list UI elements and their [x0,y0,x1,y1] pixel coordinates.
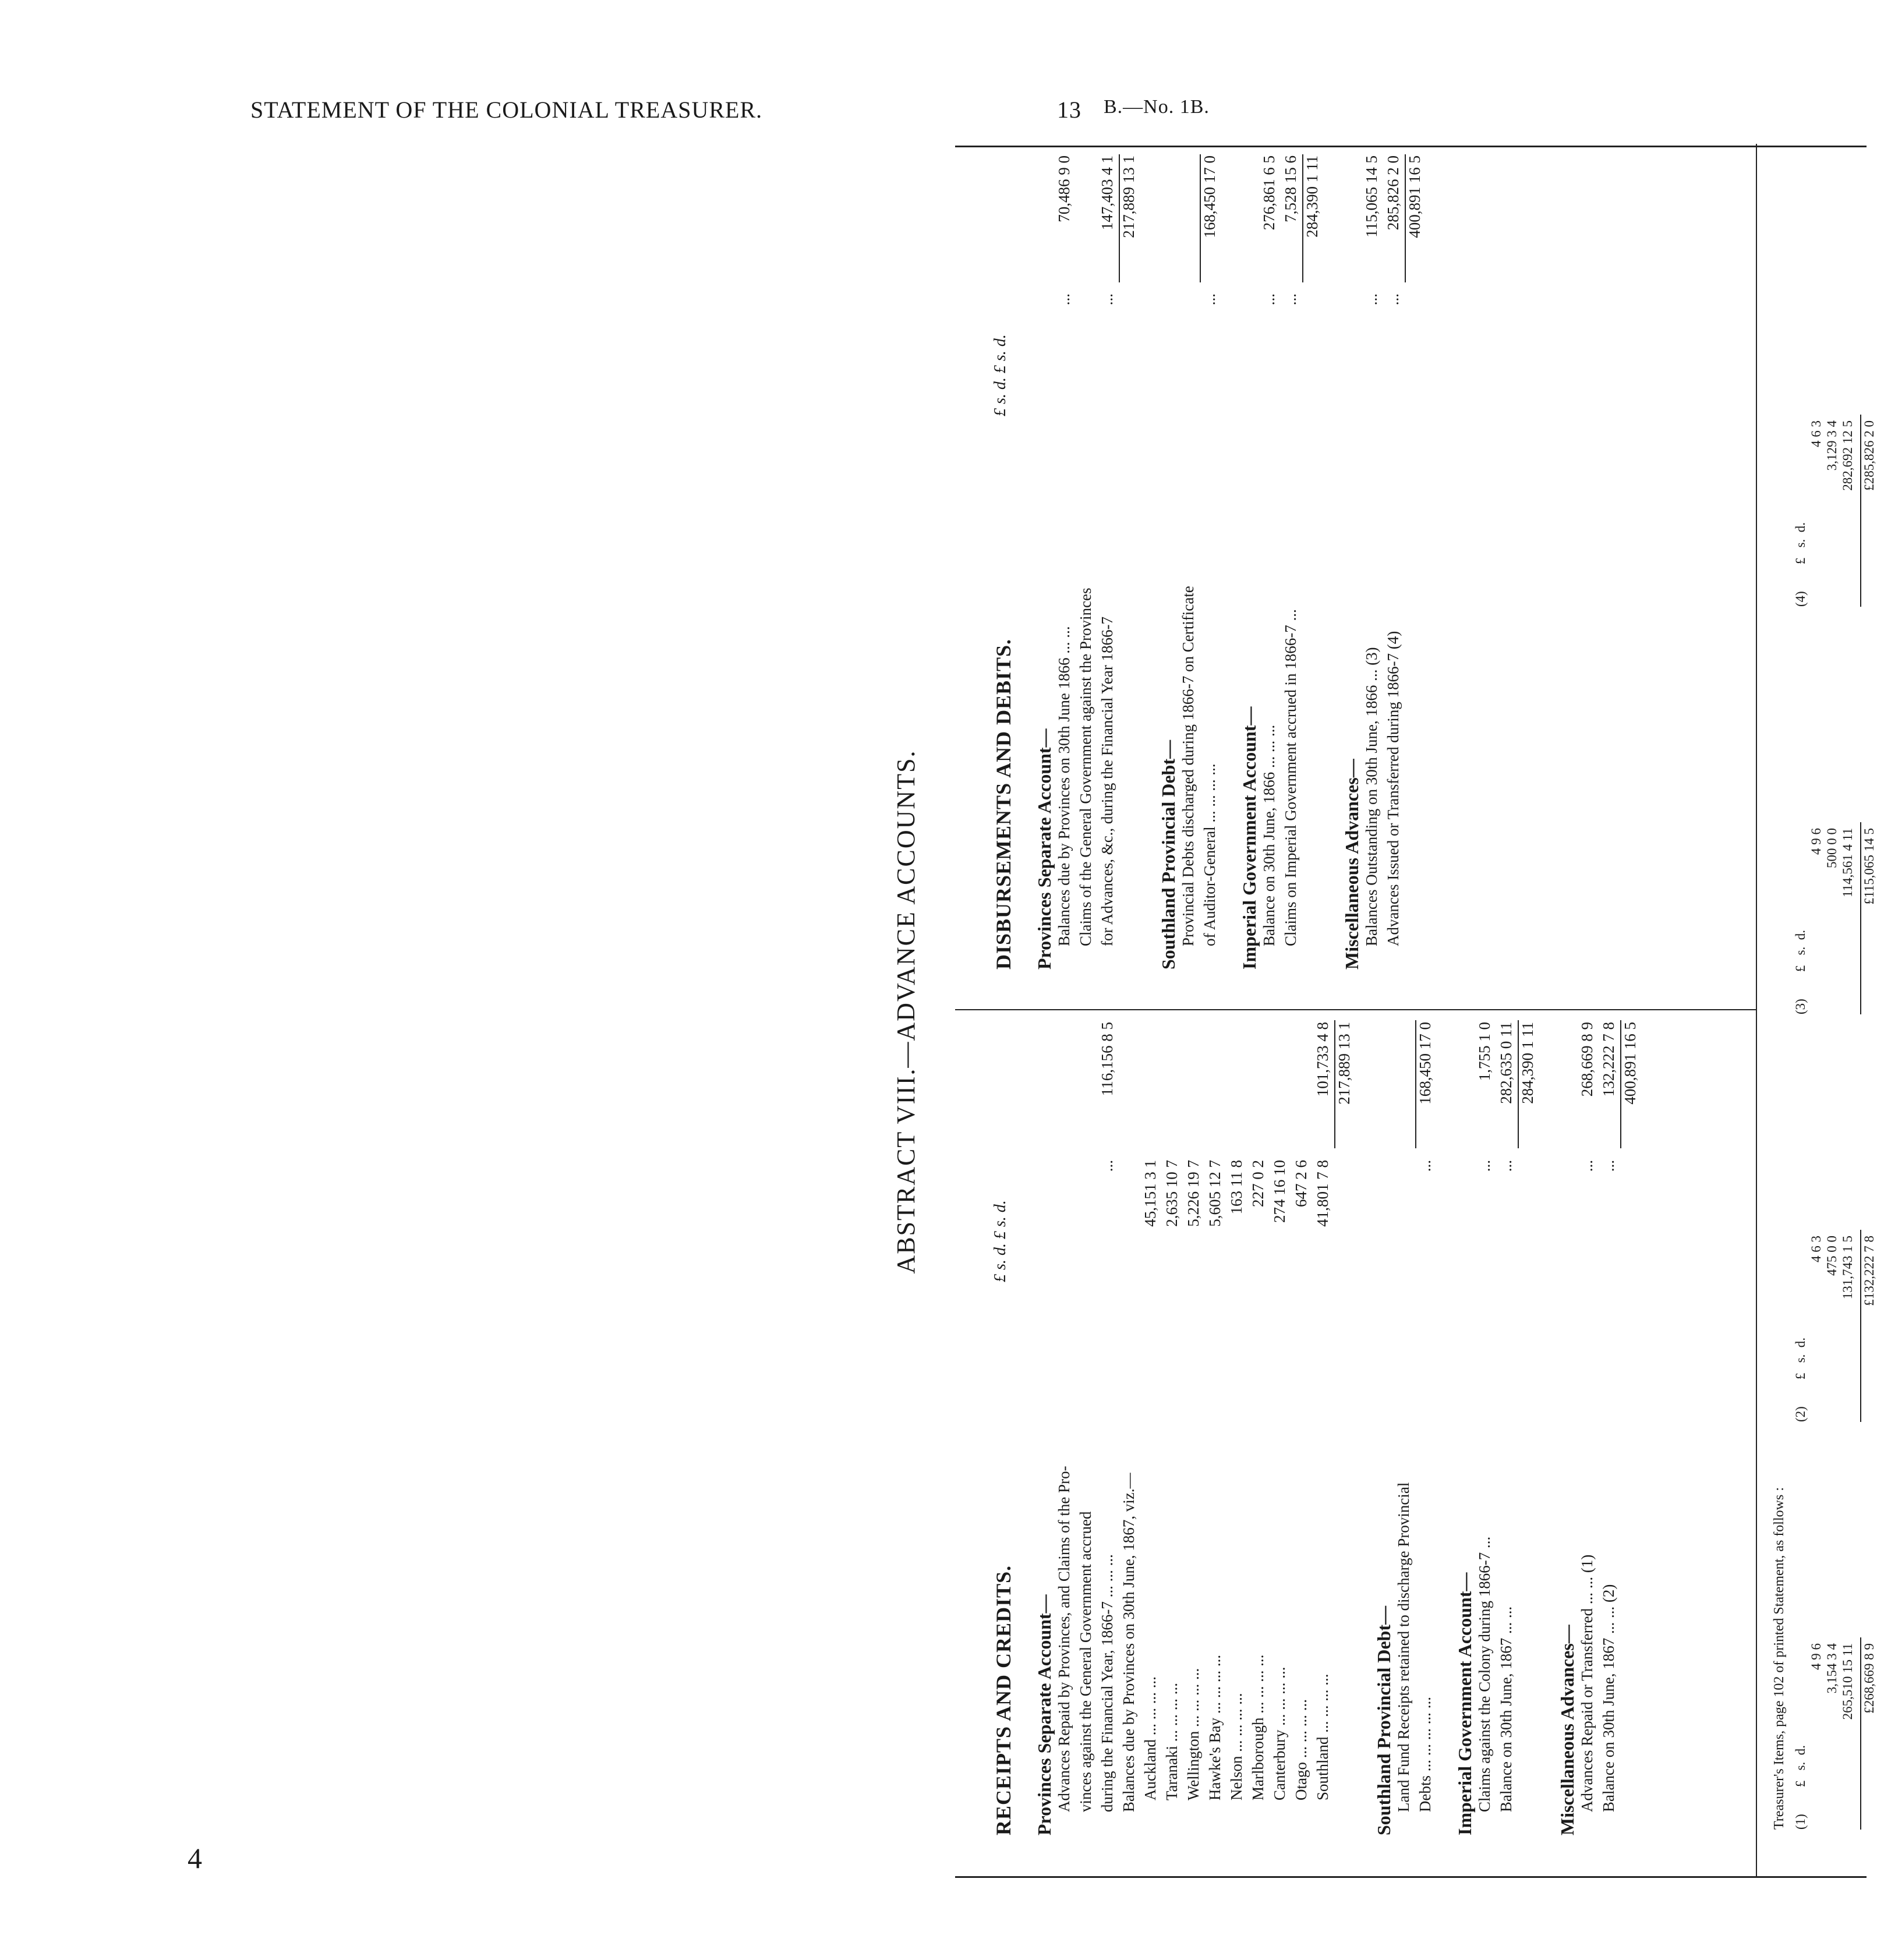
disbursements-row-amount: 168,450 17 0 [1201,155,1218,238]
receipts-row [1120,1010,1137,1876]
receipts-row [1335,1010,1353,1876]
disbursements-row-label: Claims on Imperial Government accrued in 1866-7 ... [1282,609,1299,946]
note-group-header: (4) £ s. d. [1793,522,1808,607]
disbursements-row [1341,144,1362,1010]
disbursements-row [1120,144,1137,1010]
receipts-row-amount: 132,222 7 8 [1600,1022,1617,1097]
receipts-row-subamount: 5,605 12 7 [1206,1160,1224,1227]
disbursements-row-label: Balance on 30th June, 1866 ... ... ... [1260,724,1278,946]
disbursements-section-heading: Miscellaneous Advances— [1341,759,1362,970]
rotated-abstract [892,146,1876,1878]
receipts-row-label: Land Fund Receipts retained to discharge Provincial [1395,1482,1412,1812]
disbursements-row [1363,144,1380,1010]
receipts-row-amount: 217,889 13 1 [1335,1022,1353,1105]
receipts-row [1249,1010,1267,1876]
note-total: £115,065 14 5 [1860,822,1877,1014]
disbursements-row [1384,144,1402,1010]
disbursements-row-amount: 147,403 4 1 [1098,155,1116,231]
receipts-row [1395,1010,1412,1876]
disbursements-row-label: for Advances, &c., during the Financial Year 1866-7 [1098,616,1116,946]
receipts-row-label: during the Financial Year, 1866-7 ... ... ... [1098,1554,1116,1812]
disbursements-panel [955,144,1756,1010]
disbursements-row [1077,144,1094,1010]
receipts-row-label: Balances due by Provinces on 30th June, 1867, viz.— [1120,1473,1137,1812]
receipts-section-heading: Southland Provincial Debt— [1373,1605,1394,1835]
disbursements-row-label: Claims of the General Government against the Provinces [1077,588,1094,946]
receipts-row-subamount: 41,801 7 8 [1314,1160,1331,1227]
receipts-section-heading: Miscellaneous Advances— [1557,1625,1578,1835]
note-group-header: (3) £ s. d. [1793,929,1808,1014]
disbursements-row [1239,144,1260,1010]
receipts-row [1578,1010,1596,1876]
disbursements-row-subamount: ... [1260,293,1278,306]
note-line: 114,561 4 11 [1840,828,1855,898]
receipts-row-label: Advances Repaid or Transferred ... ... (1) [1578,1554,1596,1812]
receipts-row-subamount: ... [1098,1160,1116,1172]
receipts-row [1141,1010,1159,1876]
page-number: 13 [1057,97,1081,123]
disbursements-row-amount: 70,486 9 0 [1055,155,1073,222]
receipts-row-amount: 400,891 16 5 [1621,1022,1639,1105]
note-line: 475 0 0 [1825,1236,1839,1276]
disbursements-row-amount: 217,889 13 1 [1120,155,1137,238]
receipts-row-label: Wellington ... ... ... ... [1185,1668,1202,1800]
receipts-row-subamount: 45,151 3 1 [1141,1160,1159,1227]
receipts-row [1292,1010,1310,1876]
disbursements-section-heading: Provinces Separate Account— [1034,728,1055,970]
disbursements-row [1179,144,1197,1010]
receipts-row-subamount: 647 2 6 [1292,1160,1310,1207]
note-line: 265,510 15 11 [1840,1643,1855,1720]
receipts-row [1098,1010,1116,1876]
disbursements-row-label: Balances Outstanding on 30th June, 1866 ... (3) [1363,647,1380,946]
receipts-row-subamount: 274 16 10 [1271,1160,1288,1223]
page-header-title: STATEMENT OF THE COLONIAL TREASURER. [250,97,763,123]
receipts-row-subamount: ... [1578,1160,1596,1172]
receipts-row-amount: 168,450 17 0 [1416,1022,1434,1105]
disbursements-section-heading: Imperial Government Account— [1239,706,1260,970]
disbursements-row [1282,144,1299,1010]
receipts-row-amount: 268,669 8 9 [1578,1022,1596,1097]
receipts-row [1055,1010,1073,1876]
receipts-row-label: Otago ... ... ... ... [1292,1699,1310,1800]
receipts-row-label: Nelson ... ... ... ... [1228,1693,1245,1800]
receipts-row [1163,1010,1180,1876]
disbursements-row-amount: 400,891 16 5 [1406,155,1423,238]
receipts-row-subamount: ... [1476,1160,1493,1172]
receipts-row [1454,1010,1475,1876]
receipts-row-amount: 116,156 8 5 [1098,1022,1116,1096]
receipts-row-amount: 282,635 0 11 [1497,1022,1515,1104]
receipts-row-label: Claims against the Colony during 1866-7 ... [1476,1536,1493,1812]
receipts-row [1497,1010,1515,1876]
disbursements-title: DISBURSEMENTS AND DEBITS. [992,638,1015,970]
receipts-row-label: Canterbury ... ... ... ... [1271,1667,1288,1800]
receipts-row [1228,1010,1245,1876]
disbursements-row-label: Provincial Debts discharged during 1866-7 on Certificate [1179,586,1197,946]
abstract-title: ABSTRACT VIII.—ADVANCE ACCOUNTS. [892,749,920,1274]
note-group-header: (1) £ s. d. [1793,1745,1808,1830]
note-group [1793,415,1877,607]
note-line: 131,743 1 5 [1840,1236,1855,1300]
disbursements-row-amount: 7,528 15 6 [1282,155,1299,222]
note-line: 4 9 6 [1809,828,1823,855]
receipts-row-subamount: 163 11 8 [1228,1160,1245,1215]
receipts-row [1519,1010,1536,1876]
receipts-row [1271,1010,1288,1876]
receipts-row-label: Taranaki ... ... ... ... [1163,1682,1180,1800]
note-line: 500 0 0 [1825,828,1839,868]
receipts-row-label: vinces against the General Government accrued [1077,1511,1094,1812]
receipts-row-label: Marlborough ... ... ... ... [1249,1654,1267,1800]
disbursements-row-label: Balances due by Provinces on 30th June 1866 ... ... [1055,626,1073,946]
receipts-column-header: £ s. d. £ s. d. [991,1200,1009,1282]
receipts-row-subamount: 2,635 10 7 [1163,1160,1180,1227]
note-line: 4 6 3 [1809,1236,1823,1262]
disbursements-row [1034,144,1055,1010]
advance-accounts-ledger [955,146,1876,1878]
disbursements-row-amount: 276,861 6 5 [1260,155,1278,231]
receipts-section-heading: Imperial Government Account— [1454,1572,1475,1835]
disbursements-row-subamount: ... [1282,293,1299,306]
disbursements-row-subamount: ... [1384,293,1402,306]
receipts-row [1621,1010,1639,1876]
note-group [1793,1637,1877,1830]
receipts-row [1557,1010,1578,1876]
disbursements-row-label: Advances Issued or Transferred during 1866-7 (4) [1384,631,1402,946]
disbursements-row-subamount: ... [1098,293,1116,306]
note-line: 4 6 3 [1809,420,1823,447]
disbursements-row [1303,144,1321,1010]
disbursements-row [1201,144,1218,1010]
receipts-row-subamount: ... [1416,1160,1434,1172]
disbursements-row [1406,144,1423,1010]
note-line: 3,129 3 4 [1825,420,1839,471]
receipts-row [1373,1010,1394,1876]
note-group [1793,1230,1877,1422]
disbursements-row-subamount: ... [1201,293,1218,306]
receipts-row-label: Balance on 30th June, 1867 ... ... (2) [1600,1584,1617,1812]
ledger-bottom-rule [1756,144,1757,1876]
receipts-row-amount: 101,733 4 8 [1314,1022,1331,1097]
disbursements-row-amount: 284,390 1 11 [1303,155,1321,238]
receipts-title: RECEIPTS AND CREDITS. [992,1565,1015,1835]
receipts-row-label: Auckland ... ... ... ... [1141,1676,1159,1800]
receipts-row-label: Balance on 30th June, 1867 ... ... [1497,1606,1515,1812]
receipts-section-heading: Provinces Separate Account— [1034,1594,1055,1835]
receipts-row [1206,1010,1224,1876]
disbursements-row-subamount: ... [1055,293,1073,306]
disbursements-row-subamount: ... [1363,293,1380,306]
receipts-row [1416,1010,1434,1876]
note-group [1793,822,1877,1014]
receipts-row-label: Debts ... ... ... ... ... [1416,1697,1434,1812]
receipts-panel [955,1010,1756,1876]
document-reference: B.—No. 1B. [1104,96,1210,118]
receipts-row-amount: 1,755 1 0 [1476,1022,1493,1081]
disbursements-row-label: of Auditor-General ... ... ... ... [1201,763,1218,946]
notes-title: Treasurer's Items, page 102 of printed Statement, as follows : [1772,1487,1787,1830]
disbursements-row [1098,144,1116,1010]
receipts-row [1034,1010,1055,1876]
receipts-row-label: Southland ... ... ... ... [1314,1674,1331,1800]
note-total: £132,222 7 8 [1860,1230,1877,1422]
disbursements-row-amount: 285,826 2 0 [1384,155,1402,231]
disbursements-row-amount: 115,065 14 5 [1363,155,1380,238]
note-total: £285,826 2 0 [1860,415,1877,607]
note-group-header: (2) £ s. d. [1793,1337,1808,1422]
receipts-row-label: Hawke's Bay ... ... ... ... [1206,1654,1224,1800]
disbursements-row [1260,144,1278,1010]
receipts-row-subamount: ... [1497,1160,1515,1172]
receipts-row-subamount: ... [1600,1160,1617,1172]
receipts-row-label: Advances Repaid by Provinces, and Claims of the Pro- [1055,1466,1073,1812]
receipts-row [1314,1010,1331,1876]
receipts-row [1185,1010,1202,1876]
receipts-row-subamount: 5,226 19 7 [1185,1160,1202,1227]
disbursements-row [1158,144,1179,1010]
disbursements-row [1055,144,1073,1010]
receipts-row [1077,1010,1094,1876]
note-line: 3,154 3 4 [1825,1643,1839,1694]
disbursements-section-heading: Southland Provincial Debt— [1158,740,1179,970]
disbursements-column-header: £ s. d. £ s. d. [991,334,1009,416]
note-total: £268,669 8 9 [1860,1637,1877,1830]
receipts-row-subamount: 227 0 2 [1249,1160,1267,1207]
note-line: 282,692 12 5 [1840,420,1855,491]
receipts-row [1600,1010,1617,1876]
receipts-row-amount: 284,390 1 11 [1519,1022,1536,1104]
note-line: 4 9 6 [1809,1643,1823,1670]
receipts-row [1476,1010,1493,1876]
footer-page-number: 4 [188,1842,202,1874]
